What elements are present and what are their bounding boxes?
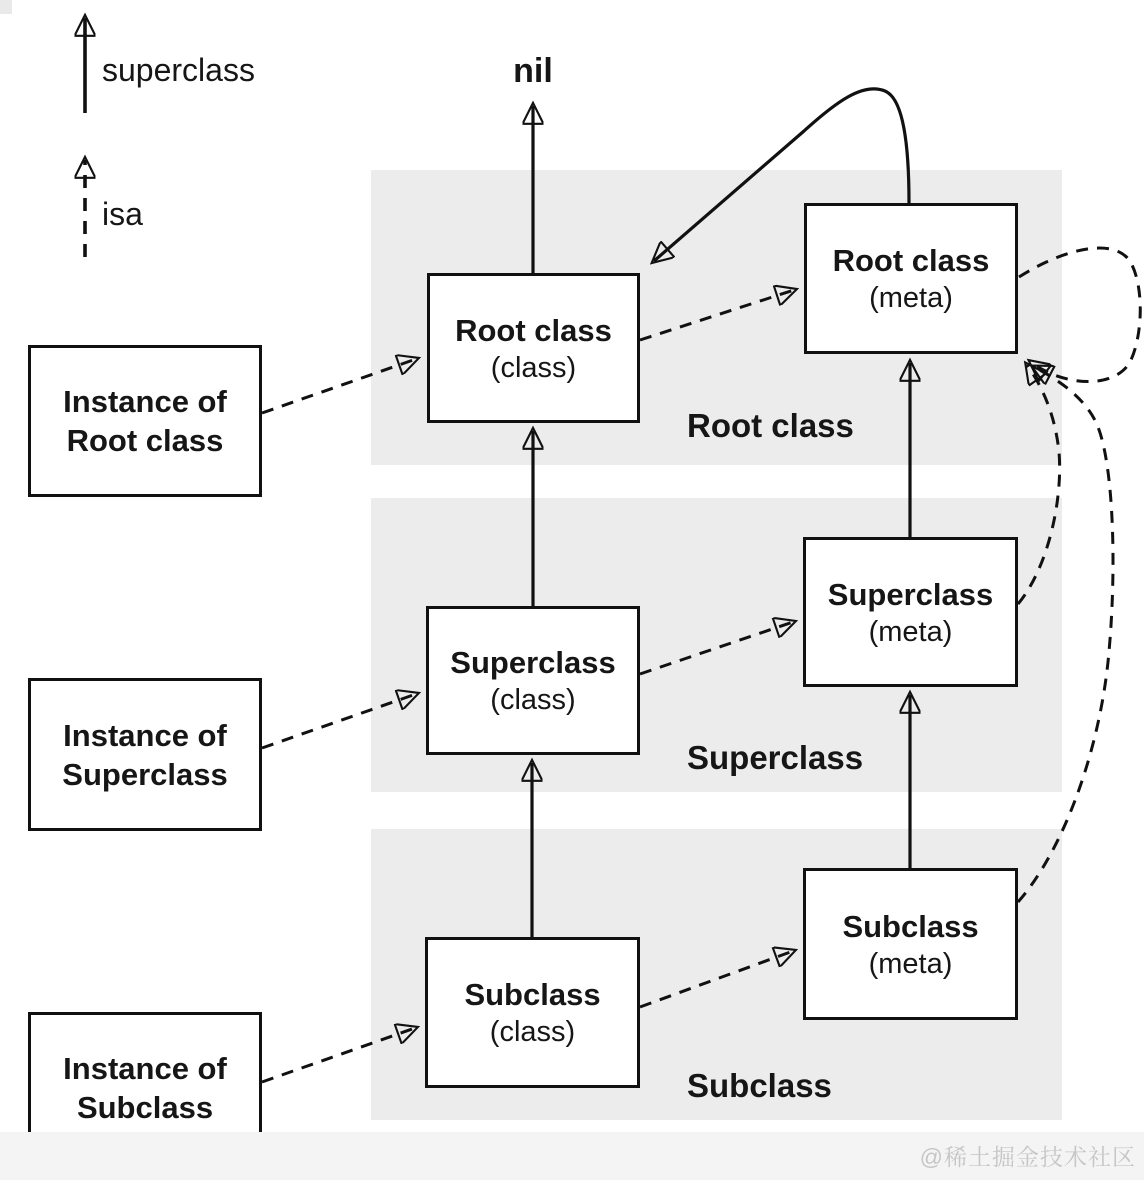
node-root-class <box>427 273 640 423</box>
node-instance-of-root-class <box>28 345 262 497</box>
band-label-superclass: Superclass <box>687 739 864 776</box>
node-subtitle: Subclass <box>76 1089 214 1125</box>
isa-arrow-rootclass-to-rootmeta <box>640 290 794 340</box>
node-subtitle: (meta) <box>868 947 953 980</box>
node-subtitle: (class) <box>490 351 577 384</box>
isa-arrow-rootmeta-self-loop <box>1019 248 1140 381</box>
node-superclass-class <box>426 606 640 755</box>
node-title: Instance of <box>63 1050 227 1086</box>
node-title: Subclass <box>464 977 601 1012</box>
isa-arrow-submeta-to-rootmeta <box>1018 367 1113 902</box>
isa-arrow-instancesub-to-subclass <box>262 1028 415 1082</box>
isa-arrow-superclass-to-supermeta <box>640 622 793 674</box>
band-label-subclass: Subclass <box>687 1067 832 1104</box>
node-title: Root class <box>832 243 990 278</box>
node-title: Root class <box>455 312 612 348</box>
node-subclass-class <box>425 937 640 1088</box>
node-subtitle: (meta) <box>869 282 953 314</box>
isa-arrow-supermeta-to-rootmeta <box>1018 365 1060 604</box>
node-title: Instance of <box>63 384 227 419</box>
node-instance-of-superclass <box>28 678 262 831</box>
node-subtitle: (class) <box>490 684 576 716</box>
node-root-meta <box>804 203 1018 354</box>
band-label-root-class: Root class <box>687 407 854 444</box>
node-title: Superclass <box>827 576 994 612</box>
isa-arrow-instancesuper-to-superclass <box>262 694 416 748</box>
node-subtitle: Root class <box>66 423 224 458</box>
node-subtitle: (class) <box>489 1016 576 1048</box>
watermark-text: @稀土掘金技术社区 <box>919 1144 1136 1170</box>
node-subtitle: Superclass <box>62 756 228 792</box>
legend-superclass-label: superclass <box>102 52 255 88</box>
node-superclass-meta <box>803 537 1018 687</box>
node-subclass-meta <box>803 868 1018 1020</box>
nil-label: nil <box>513 52 553 90</box>
isa-arrow-subclass-to-submeta <box>640 951 793 1007</box>
node-title: Instance of <box>63 717 227 753</box>
node-subtitle: (meta) <box>868 615 953 648</box>
isa-arrow-instanceroot-to-rootclass <box>262 359 416 413</box>
node-title: Subclass <box>842 908 979 944</box>
node-title: Superclass <box>450 645 616 680</box>
legend-isa-label: isa <box>102 196 143 232</box>
